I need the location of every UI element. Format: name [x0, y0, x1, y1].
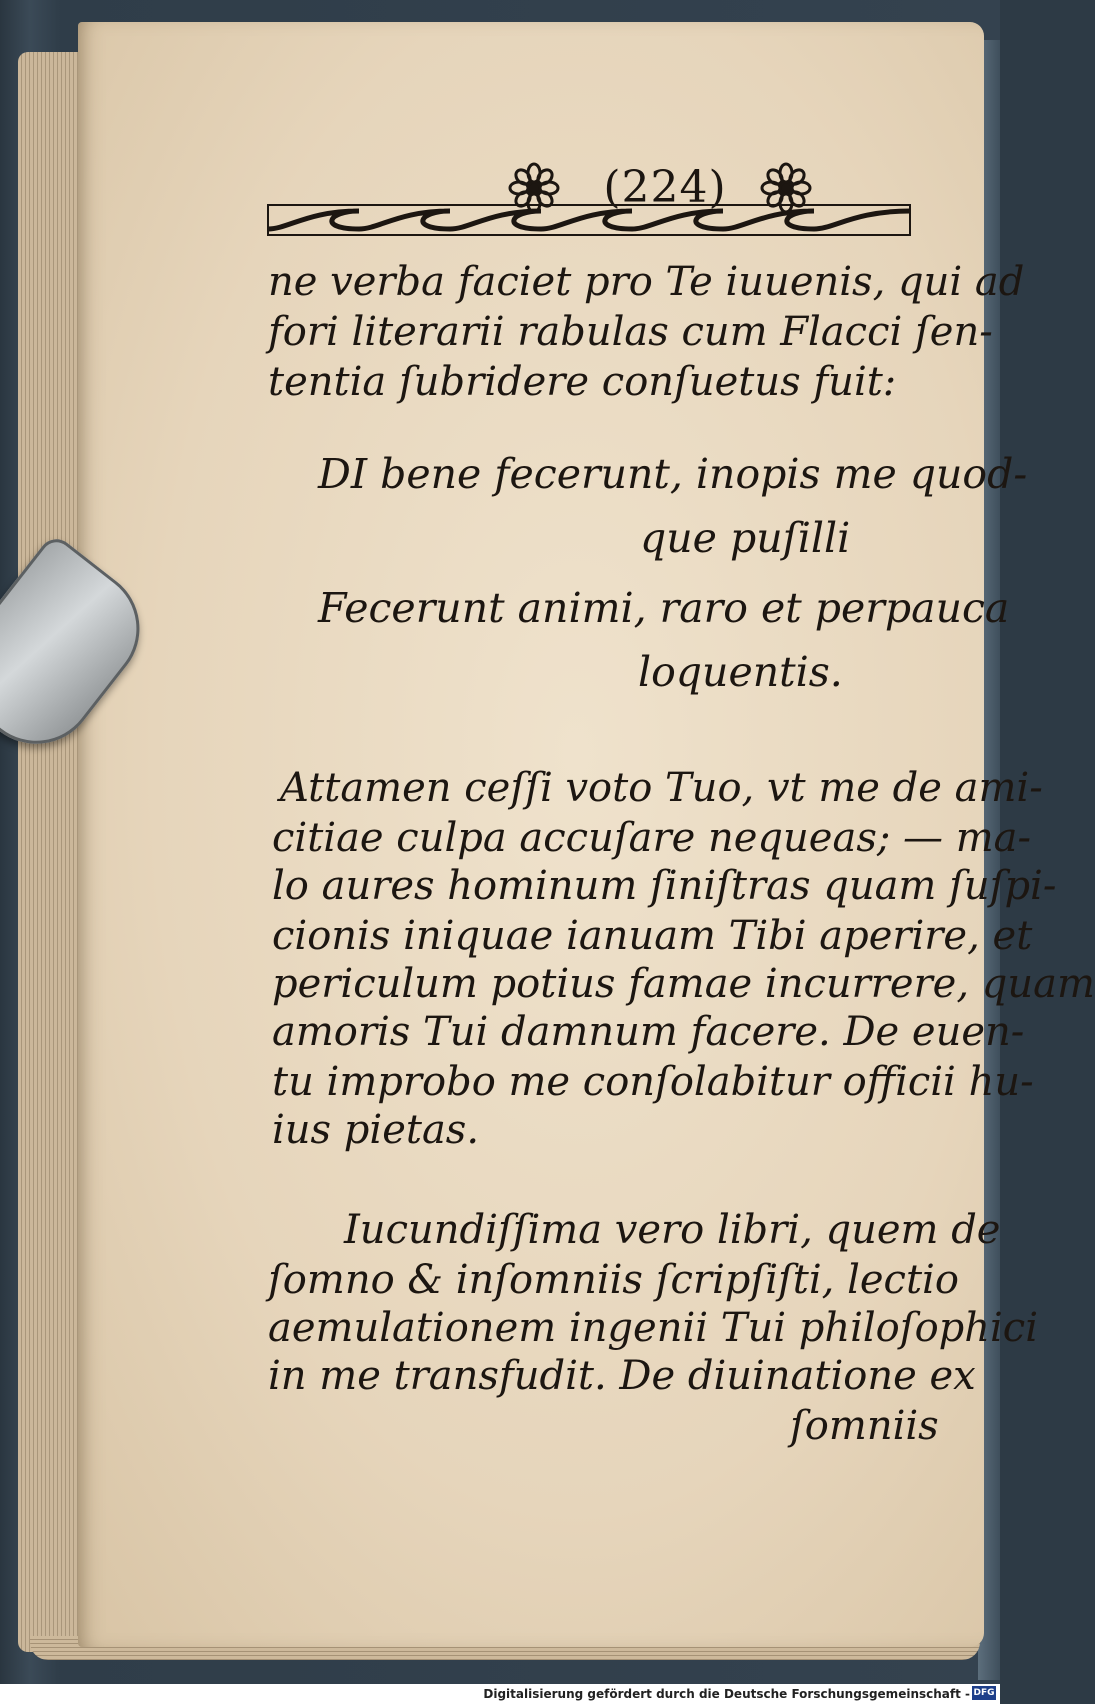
text-line: in me transfudit. De diuinatione ex — [268, 1353, 976, 1399]
dfg-logo: DFG — [973, 1688, 995, 1698]
page-number: (224) — [603, 162, 727, 213]
text-line: tu improbo me conſolabitur officii hu- — [272, 1059, 1034, 1105]
text-line: aemulationem ingenii Tui philoſophici — [268, 1305, 1038, 1351]
text-line: cionis iniquae ianuam Tibi aperire, et — [272, 913, 1033, 959]
text-line: citiae culpa accuſare nequeas; — ma- — [272, 815, 1032, 861]
verse-line: DI bene fecerunt, inopis me quod- — [318, 450, 1028, 498]
text-line: fori literarii rabulas cum Flacci ſen- — [268, 309, 993, 355]
verse-line: que puſilli — [640, 514, 851, 562]
text-line: ſomno & inſomniis ſcripſiſti, lectio — [268, 1257, 959, 1303]
text-line: amoris Tui damnum facere. De euen- — [272, 1009, 1025, 1055]
text-line: Attamen ceſſi voto Tuo, vt me de ami- — [280, 765, 1043, 811]
text-line: lo aures hominum ſiniſtras quam ſuſpi- — [272, 863, 1057, 909]
dfg-credit: Digitalisierung gefördert durch die Deutsche Forschungsgemeinschaft - — [483, 1687, 970, 1701]
rope-border-ornament — [268, 203, 910, 237]
text-line: periculum potius famae incurrere, quam — [272, 961, 1095, 1007]
text-line: Iucundiſſima vero libri, quem de — [344, 1207, 1001, 1253]
text-line: ius pietas. — [272, 1107, 480, 1153]
verse-line: Fecerunt animi, raro et perpauca — [318, 584, 1010, 632]
verse-line: loquentis. — [638, 648, 843, 696]
text-line: ne verba faciet pro Te iuuenis, qui ad — [268, 259, 1025, 305]
catchword: ſomniis — [790, 1403, 939, 1449]
text-line: tentia ſubridere conſuetus fuit: — [268, 359, 897, 405]
